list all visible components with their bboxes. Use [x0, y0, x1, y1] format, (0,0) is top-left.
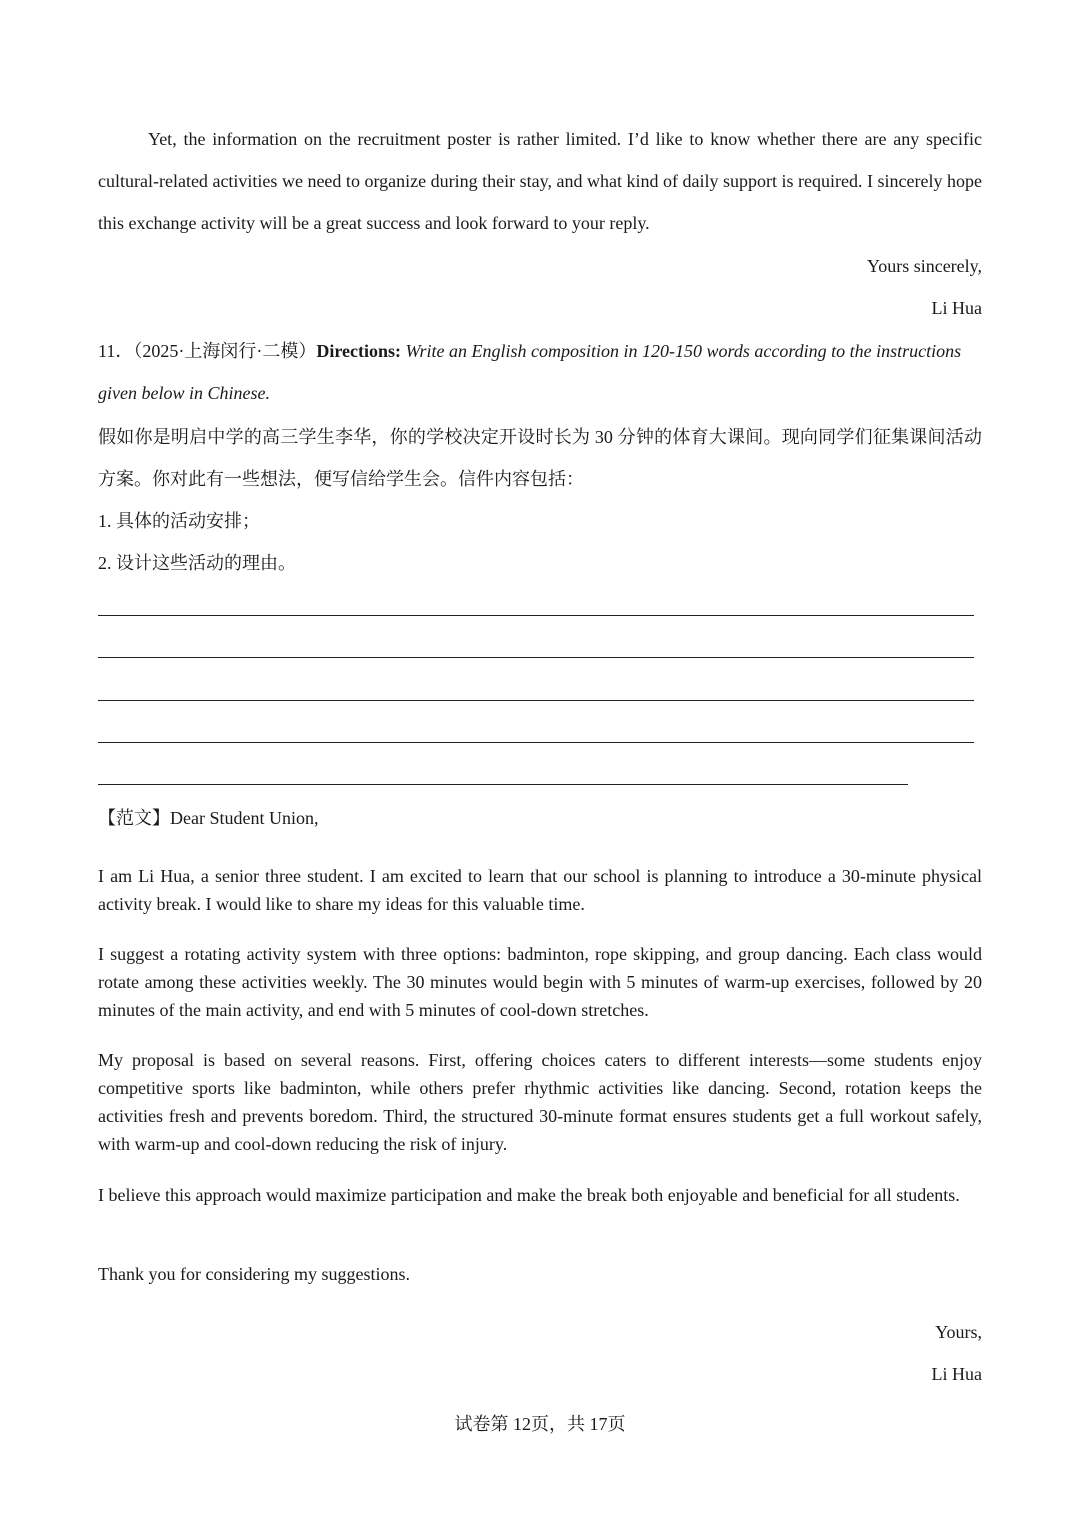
sample-salutation: Dear Student Union,	[170, 808, 319, 828]
sample-paragraph-4: I believe this approach would maximize participation and make the break both enjoyable and beneficial for all students.	[98, 1185, 960, 1205]
page-footer: 试卷第 12页，共 17页	[454, 1414, 626, 1434]
question-prompt: 假如你是明启中学的高三学生李华，你的学校决定开设时长为 30 分钟的体育大课间。现向同学们征集课间活动方案。你对此有一些想法，便写信给学生会。信件内容包括：	[98, 427, 982, 489]
question-number: 11．	[98, 341, 134, 361]
sample-paragraph-1: I am Li Hua, a senior three student. I am excited to learn that our school is planning to introduce a 30-minute physical activity break. I would like to share my ideas for this valuable time.	[98, 866, 982, 914]
previous-letter-paragraph: Yet, the information on the recruitment poster is rather limited. I’d like to know whether there are any specific cultural-related activities we need to organize during their stay, and what kind of daily support is required. I sincerely hope this exchange activity will be a great success and look forward to your reply.	[98, 129, 982, 233]
sample-paragraph-3: My proposal is based on several reasons. First, offering choices caters to different interests—some students enjoy competitive sports like badminton, while others prefer rhythmic activities like dancing. Second, rotation keeps the activities fresh and prevents boredom. Third, the structured 30-minute format ensures students get a full workout safely, with warm-up and cool-down reducing the risk of injury.	[98, 1050, 982, 1154]
sample-signature: Li Hua	[931, 1364, 982, 1384]
question-header	[98, 330, 982, 414]
answer-line	[98, 615, 974, 616]
directions-text: Write an English composition in 120-150 words according to the instructions given below in Chinese.	[98, 341, 962, 403]
answer-line	[98, 784, 908, 785]
question-source: （2025·上海闵行·二模）	[133, 341, 317, 361]
sample-heading	[98, 804, 982, 832]
previous-letter-signature: Li Hua	[931, 298, 982, 318]
directions-label: Directions:	[316, 341, 401, 361]
question-item-1: 1. 具体的活动安排；	[98, 511, 260, 531]
answer-line	[98, 657, 974, 658]
question-item-2: 2. 设计这些活动的理由。	[98, 553, 296, 573]
answer-line	[98, 700, 974, 701]
sample-paragraph-2: I suggest a rotating activity system with three options: badminton, rope skipping, and group dancing. Each class would rotate among these activities weekly. The 30 minutes would begin with 5 minutes of warm-up exercises, followed by 20 minutes of the main activity, and end with 5 minutes of cool-down stretches.	[98, 944, 982, 1020]
sample-paragraph-5: Thank you for considering my suggestions.	[98, 1264, 410, 1284]
answer-line	[98, 742, 974, 743]
sample-tag: 【范文】	[98, 808, 170, 828]
previous-letter-closing: Yours sincerely,	[867, 256, 982, 276]
sample-closing: Yours,	[935, 1322, 982, 1342]
